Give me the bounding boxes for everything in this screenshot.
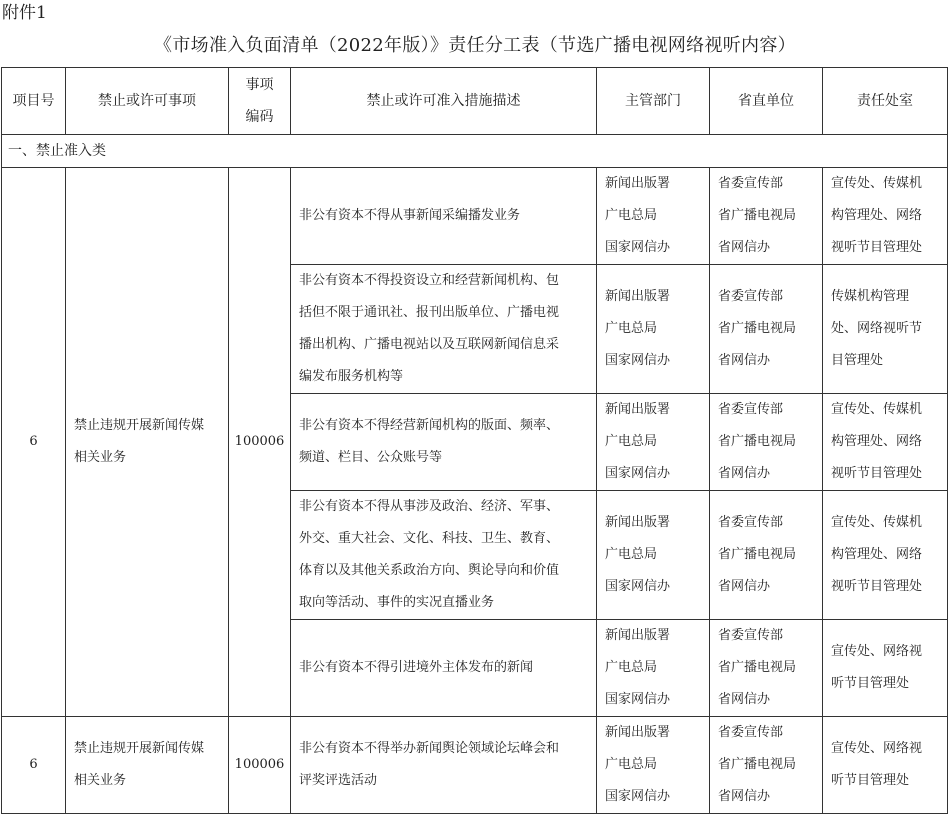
attachment-label: 附件1 bbox=[2, 3, 47, 23]
office-line: 宣传处、传媒机 bbox=[831, 402, 923, 417]
office-cell bbox=[823, 168, 948, 265]
header-office: 责任处室 bbox=[823, 68, 948, 135]
desc-line: 频道、栏目、公众账号等 bbox=[299, 450, 443, 465]
desc-line: 评奖评选活动 bbox=[299, 773, 378, 788]
desc-line: 非公有资本不得投资设立和经营新闻机构、包 bbox=[299, 273, 560, 288]
desc-line: 非公有资本不得从事新闻采编播发业务 bbox=[299, 208, 521, 223]
desc-line: 体育以及其他关系政治方向、舆论导向和价值 bbox=[299, 563, 560, 578]
desc-line: 非公有资本不得引进境外主体发布的新闻 bbox=[299, 660, 534, 675]
office-line: 宣传处、网络视 bbox=[831, 741, 923, 756]
desc-line: 非公有资本不得举办新闻舆论领域论坛峰会和 bbox=[299, 741, 560, 756]
unit-cell bbox=[710, 394, 823, 491]
table-row bbox=[2, 717, 948, 814]
dept-line: 广电总局 bbox=[605, 321, 658, 336]
office-line: 构管理处、网络 bbox=[831, 434, 923, 449]
code-cell: 100006 bbox=[229, 717, 291, 814]
item-cell bbox=[66, 168, 229, 717]
unit-cell bbox=[710, 168, 823, 265]
dept-line: 新闻出版署 bbox=[605, 515, 671, 530]
desc-line: 非公有资本不得经营新闻机构的版面、频率、 bbox=[299, 418, 560, 433]
dept-line: 新闻出版署 bbox=[605, 628, 671, 643]
unit-line: 省广播电视局 bbox=[718, 321, 797, 336]
desc-cell bbox=[291, 168, 597, 265]
dept-line: 新闻出版署 bbox=[605, 176, 671, 191]
office-line: 视听节目管理处 bbox=[831, 466, 923, 481]
item-no-cell: 6 bbox=[2, 168, 66, 717]
dept-cell bbox=[597, 394, 710, 491]
unit-cell bbox=[710, 620, 823, 717]
unit-line: 省广播电视局 bbox=[718, 660, 797, 675]
document-title: 《市场准入负面清单（2022年版）》责任分工表（节选广播电视网络视听内容） bbox=[154, 35, 796, 56]
desc-line: 取向等活动、事件的实况直播业务 bbox=[299, 595, 495, 610]
office-line: 构管理处、网络 bbox=[831, 547, 923, 562]
unit-line: 省广播电视局 bbox=[718, 434, 797, 449]
dept-line: 广电总局 bbox=[605, 434, 658, 449]
desc-line: 外交、重大社会、文化、科技、卫生、教育、 bbox=[299, 531, 560, 546]
header-dept: 主管部门 bbox=[597, 68, 710, 135]
item-line: 相关业务 bbox=[74, 773, 127, 788]
office-line: 听节目管理处 bbox=[831, 676, 910, 691]
dept-line: 广电总局 bbox=[605, 660, 658, 675]
section-row bbox=[2, 135, 948, 168]
dept-line: 国家网信办 bbox=[605, 466, 671, 481]
item-no-cell: 6 bbox=[2, 717, 66, 814]
dept-cell bbox=[597, 717, 710, 814]
unit-cell bbox=[710, 265, 823, 394]
dept-line: 国家网信办 bbox=[605, 353, 671, 368]
dept-line: 国家网信办 bbox=[605, 240, 671, 255]
dept-cell bbox=[597, 265, 710, 394]
unit-line: 省网信办 bbox=[718, 353, 771, 368]
office-line: 视听节目管理处 bbox=[831, 579, 923, 594]
desc-line: 播出机构、广播电视站以及互联网新闻信息采 bbox=[299, 337, 560, 352]
office-cell bbox=[823, 717, 948, 814]
office-line: 传媒机构管理 bbox=[831, 289, 910, 304]
desc-cell bbox=[291, 491, 597, 620]
header-item: 禁止或许可事项 bbox=[66, 68, 229, 135]
desc-cell bbox=[291, 265, 597, 394]
unit-line: 省委宣传部 bbox=[718, 402, 784, 417]
dept-line: 广电总局 bbox=[605, 757, 658, 772]
dept-line: 广电总局 bbox=[605, 547, 658, 562]
header-code-line2: 编码 bbox=[245, 109, 274, 125]
dept-line: 新闻出版署 bbox=[605, 402, 671, 417]
desc-cell bbox=[291, 717, 597, 814]
office-line: 宣传处、传媒机 bbox=[831, 515, 923, 530]
unit-line: 省网信办 bbox=[718, 692, 771, 707]
header-code-line1: 事项 bbox=[245, 77, 274, 93]
section-title: 一、禁止准入类 bbox=[2, 135, 948, 168]
header-desc: 禁止或许可准入措施描述 bbox=[291, 68, 597, 135]
office-line: 目管理处 bbox=[831, 353, 884, 368]
unit-line: 省网信办 bbox=[718, 789, 771, 804]
office-cell bbox=[823, 620, 948, 717]
header-code bbox=[229, 68, 291, 135]
unit-line: 省广播电视局 bbox=[718, 757, 797, 772]
desc-line: 编发布服务机构等 bbox=[299, 369, 404, 384]
unit-line: 省委宣传部 bbox=[718, 289, 784, 304]
header-unit: 省直单位 bbox=[710, 68, 823, 135]
dept-line: 新闻出版署 bbox=[605, 289, 671, 304]
office-line: 听节目管理处 bbox=[831, 773, 910, 788]
dept-line: 广电总局 bbox=[605, 208, 658, 223]
dept-line: 国家网信办 bbox=[605, 692, 671, 707]
unit-line: 省委宣传部 bbox=[718, 176, 784, 191]
responsibility-table bbox=[1, 67, 948, 814]
desc-cell bbox=[291, 620, 597, 717]
table-row bbox=[2, 168, 948, 265]
office-line: 构管理处、网络 bbox=[831, 208, 923, 223]
unit-line: 省委宣传部 bbox=[718, 725, 784, 740]
unit-line: 省广播电视局 bbox=[718, 208, 797, 223]
dept-cell bbox=[597, 620, 710, 717]
unit-cell bbox=[710, 491, 823, 620]
item-line: 相关业务 bbox=[74, 450, 127, 465]
unit-line: 省委宣传部 bbox=[718, 515, 784, 530]
header-item-no: 项目号 bbox=[2, 68, 66, 135]
dept-line: 国家网信办 bbox=[605, 579, 671, 594]
item-line: 禁止违规开展新闻传媒 bbox=[74, 741, 205, 756]
office-cell bbox=[823, 394, 948, 491]
dept-cell bbox=[597, 491, 710, 620]
office-line: 宣传处、传媒机 bbox=[831, 176, 923, 191]
office-line: 宣传处、网络视 bbox=[831, 644, 923, 659]
header-row bbox=[2, 68, 948, 135]
office-cell bbox=[823, 265, 948, 394]
dept-line: 新闻出版署 bbox=[605, 725, 671, 740]
dept-line: 国家网信办 bbox=[605, 789, 671, 804]
unit-line: 省委宣传部 bbox=[718, 628, 784, 643]
item-cell bbox=[66, 717, 229, 814]
dept-cell bbox=[597, 168, 710, 265]
desc-cell bbox=[291, 394, 597, 491]
office-cell bbox=[823, 491, 948, 620]
desc-line: 非公有资本不得从事涉及政治、经济、军事、 bbox=[299, 499, 560, 514]
unit-line: 省网信办 bbox=[718, 240, 771, 255]
item-line: 禁止违规开展新闻传媒 bbox=[74, 418, 205, 433]
unit-line: 省网信办 bbox=[718, 579, 771, 594]
office-line: 处、网络视听节 bbox=[831, 321, 923, 336]
unit-line: 省网信办 bbox=[718, 466, 771, 481]
office-line: 视听节目管理处 bbox=[831, 240, 923, 255]
unit-line: 省广播电视局 bbox=[718, 547, 797, 562]
code-cell: 100006 bbox=[229, 168, 291, 717]
desc-line: 括但不限于通讯社、报刊出版单位、广播电视 bbox=[299, 305, 560, 320]
unit-cell bbox=[710, 717, 823, 814]
